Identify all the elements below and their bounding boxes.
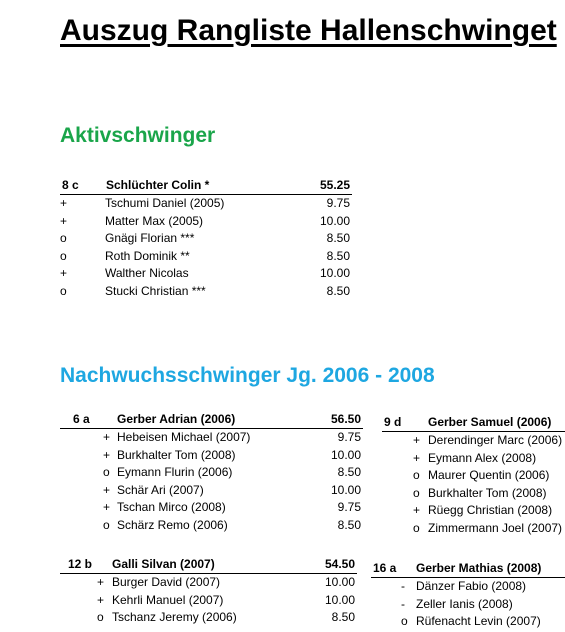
bout-result: + bbox=[103, 430, 111, 444]
opponent-name: Maurer Quentin (2006) bbox=[428, 468, 550, 482]
bout-result: o bbox=[413, 520, 420, 535]
bout-result: - bbox=[401, 596, 405, 611]
bout-result: o bbox=[60, 231, 67, 245]
ranking-block-gerber-adrian bbox=[60, 411, 363, 534]
bout-result: + bbox=[413, 503, 421, 517]
opponent-row bbox=[60, 574, 357, 592]
bout-result: + bbox=[103, 500, 111, 514]
opponent-name: Gnägi Florian *** bbox=[105, 231, 195, 245]
bout-score: 10.00 bbox=[319, 266, 350, 280]
opponent-row bbox=[60, 499, 363, 517]
bout-result: + bbox=[60, 213, 68, 228]
opponent-row bbox=[60, 482, 363, 500]
bout-result: + bbox=[60, 196, 68, 210]
bout-result: o bbox=[413, 468, 420, 482]
bout-score: 8.50 bbox=[331, 610, 355, 624]
opponent-row bbox=[382, 432, 565, 450]
ranking-block-gerber-samuel bbox=[382, 414, 565, 537]
bout-result: o bbox=[103, 465, 110, 479]
total-points: 55.25 bbox=[319, 178, 350, 192]
wrestler-name: Schlüchter Colin * bbox=[106, 178, 210, 192]
bout-result: o bbox=[60, 283, 67, 298]
bout-result: + bbox=[413, 433, 421, 447]
opponent-row bbox=[60, 195, 352, 213]
opponent-row bbox=[60, 230, 352, 248]
document-title: Auszug Rangliste Hallenschwinget bbox=[60, 14, 557, 47]
opponent-row bbox=[371, 613, 565, 631]
bout-result: o bbox=[413, 485, 420, 500]
bout-result: o bbox=[97, 610, 104, 624]
ranking-block-schluechter bbox=[60, 177, 352, 300]
wrestler-name: Gerber Samuel (2006) bbox=[428, 415, 552, 429]
bout-score: 8.50 bbox=[326, 283, 350, 298]
opponent-name: Tschanz Jeremy (2006) bbox=[112, 610, 237, 624]
bout-score: 10.00 bbox=[319, 213, 350, 228]
wrestler-name: Galli Silvan (2007) bbox=[112, 557, 215, 571]
bout-score: 8.50 bbox=[326, 231, 350, 245]
opponent-name: Zeller Ianis (2008) bbox=[416, 596, 513, 611]
wrestler-rank: 12 b bbox=[68, 557, 93, 571]
section-heading-nachwuchs: Nachwuchsschwinger Jg. 2006 - 2008 bbox=[60, 364, 435, 387]
block-header bbox=[60, 556, 357, 574]
opponent-row bbox=[382, 520, 565, 538]
opponent-name: Tschan Mirco (2008) bbox=[117, 500, 226, 514]
opponent-name: Schärz Remo (2006) bbox=[117, 517, 228, 532]
bout-result: + bbox=[97, 592, 105, 607]
opponent-name: Tschumi Daniel (2005) bbox=[105, 196, 225, 210]
opponent-name: Burger David (2007) bbox=[112, 575, 221, 589]
opponent-row bbox=[382, 502, 565, 520]
opponent-name: Schär Ari (2007) bbox=[117, 482, 204, 497]
bout-score: 8.50 bbox=[326, 248, 350, 263]
section-heading-aktiv: Aktivschwinger bbox=[60, 124, 216, 147]
wrestler-rank: 8 c bbox=[62, 178, 79, 192]
bout-score: 10.00 bbox=[324, 592, 355, 607]
opponent-name: Hebeisen Michael (2007) bbox=[117, 430, 251, 444]
total-points: 56.50 bbox=[330, 412, 361, 426]
bout-score: 10.00 bbox=[324, 575, 355, 589]
bout-score: 9.75 bbox=[337, 430, 361, 444]
block-header bbox=[371, 560, 565, 578]
opponent-name: Zimmermann Joel (2007) bbox=[428, 520, 563, 535]
opponent-name: Derendinger Marc (2006) bbox=[428, 433, 563, 447]
opponent-row bbox=[60, 447, 363, 465]
opponent-name: Stucki Christian *** bbox=[105, 283, 206, 298]
opponent-row bbox=[60, 248, 352, 266]
bout-result: + bbox=[97, 575, 105, 589]
opponent-row bbox=[382, 450, 565, 468]
opponent-name: Kehrli Manuel (2007) bbox=[112, 592, 224, 607]
opponent-row bbox=[60, 265, 352, 283]
ranking-block-galli-silvan bbox=[60, 556, 357, 627]
opponent-row bbox=[60, 609, 357, 627]
opponent-row bbox=[60, 592, 357, 610]
wrestler-name: Gerber Mathias (2008) bbox=[416, 561, 542, 575]
opponent-name: Burkhalter Tom (2008) bbox=[117, 447, 236, 462]
bout-result: o bbox=[401, 614, 408, 628]
bout-score: 8.50 bbox=[337, 465, 361, 479]
bout-result: - bbox=[401, 579, 405, 593]
opponent-name: Burkhalter Tom (2008) bbox=[428, 485, 547, 500]
bout-result: + bbox=[413, 450, 421, 465]
opponent-row bbox=[60, 429, 363, 447]
wrestler-rank: 9 d bbox=[384, 415, 402, 429]
bout-result: + bbox=[103, 482, 111, 497]
opponent-name: Rüfenacht Levin (2007) bbox=[416, 614, 541, 628]
wrestler-rank: 16 a bbox=[373, 561, 397, 575]
opponent-row bbox=[382, 485, 565, 503]
opponent-row bbox=[382, 467, 565, 485]
bout-result: + bbox=[60, 266, 68, 280]
bout-score: 9.75 bbox=[326, 196, 350, 210]
bout-result: o bbox=[103, 517, 110, 532]
bout-result: + bbox=[103, 447, 111, 462]
bout-score: 10.00 bbox=[330, 447, 361, 462]
ranking-block-gerber-mathias bbox=[371, 560, 565, 631]
opponent-row bbox=[371, 578, 565, 596]
opponent-name: Dänzer Fabio (2008) bbox=[416, 579, 527, 593]
wrestler-rank: 6 a bbox=[73, 412, 90, 426]
bout-score: 9.75 bbox=[337, 500, 361, 514]
opponent-name: Matter Max (2005) bbox=[105, 213, 204, 228]
wrestler-name: Gerber Adrian (2006) bbox=[117, 412, 236, 426]
block-header bbox=[382, 414, 565, 432]
bout-score: 10.00 bbox=[330, 482, 361, 497]
opponent-name: Walther Nicolas bbox=[105, 266, 189, 280]
opponent-row bbox=[60, 517, 363, 535]
opponent-row bbox=[60, 283, 352, 301]
bout-score: 8.50 bbox=[337, 517, 361, 532]
block-header bbox=[60, 411, 363, 429]
opponent-name: Rüegg Christian (2008) bbox=[428, 503, 553, 517]
block-header bbox=[60, 177, 352, 195]
opponent-row bbox=[371, 596, 565, 614]
opponent-name: Eymann Alex (2008) bbox=[428, 450, 537, 465]
opponent-row bbox=[60, 213, 352, 231]
opponent-row bbox=[60, 464, 363, 482]
bout-result: o bbox=[60, 248, 67, 263]
opponent-name: Roth Dominik ** bbox=[105, 248, 190, 263]
opponent-name: Eymann Flurin (2006) bbox=[117, 465, 233, 479]
total-points: 54.50 bbox=[324, 557, 355, 571]
